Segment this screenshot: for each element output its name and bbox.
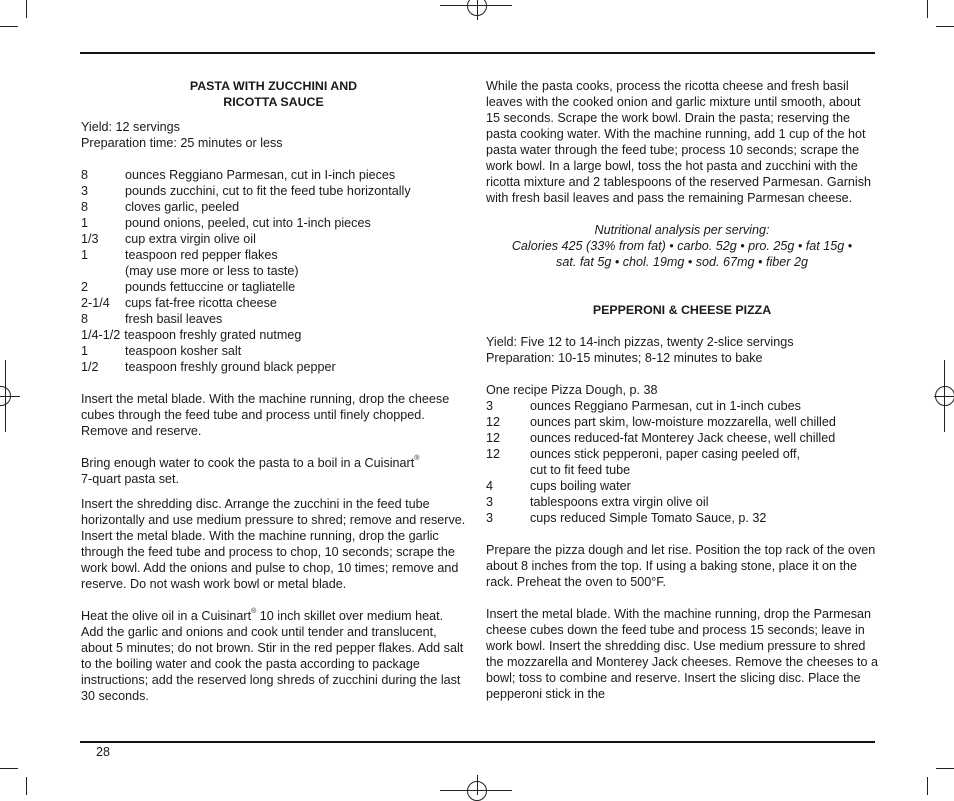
registration-line xyxy=(440,5,512,6)
ingredient-description: ounces reduced-fat Monterey Jack cheese, well chilled xyxy=(530,431,836,445)
ingredient-row xyxy=(81,263,466,279)
crop-mark xyxy=(936,26,954,27)
ingredient-row xyxy=(81,295,466,311)
ingredient-quantity: 3 xyxy=(81,184,89,198)
crop-mark xyxy=(936,768,954,769)
nutrition-heading: Nutritional analysis per serving: xyxy=(594,223,770,237)
ingredient-row xyxy=(81,199,466,215)
footer-rule xyxy=(80,741,875,743)
ingredient-row xyxy=(81,327,466,343)
ingredient-quantity: 3 xyxy=(486,399,494,413)
ingredient-quantity: 1 xyxy=(81,344,89,358)
left-column xyxy=(81,78,466,704)
instruction-text: 7-quart pasta set. xyxy=(81,472,180,486)
ingredient-row xyxy=(81,343,466,359)
ingredient-row xyxy=(81,167,466,183)
ingredient-quantity: 12 xyxy=(486,447,501,461)
ingredient-list xyxy=(486,398,878,526)
ingredient-row xyxy=(81,183,466,199)
recipe-title-line: RICOTTA SAUCE xyxy=(223,95,324,109)
ingredient-quantity: 1/4-1/2 xyxy=(81,328,121,342)
registration-line xyxy=(477,775,478,795)
recipe-title xyxy=(81,78,466,110)
instruction-paragraph xyxy=(81,455,466,487)
ingredient-description: tablespoons extra virgin olive oil xyxy=(530,495,709,509)
ingredient-description: fresh basil leaves xyxy=(125,312,223,326)
ingredient-description: cups fat-free ricotta cheese xyxy=(125,296,277,310)
ingredient-row xyxy=(486,494,878,510)
ingredient-quantity: 2 xyxy=(81,280,89,294)
ingredient-row xyxy=(486,462,878,478)
ingredient-row xyxy=(486,478,878,494)
ingredient-description: pound onions, peeled, cut into 1-inch pieces xyxy=(125,216,371,230)
crop-mark xyxy=(26,0,27,18)
recipe-title-line: PASTA WITH ZUCCHINI AND xyxy=(189,79,358,93)
registration-line xyxy=(477,0,478,20)
ingredient-quantity xyxy=(81,263,125,279)
ingredient-row xyxy=(81,311,466,327)
ingredient-description: ounces stick pepperoni, paper casing peeled off, xyxy=(530,447,801,461)
ingredient-row xyxy=(486,446,878,462)
page-number: 28 xyxy=(96,745,111,759)
crop-mark xyxy=(0,768,18,769)
instruction-paragraph: While the pasta cooks, process the ricotta cheese and fresh basil leaves with the cooked onion and garlic mixture until smooth, about 15 seconds. Scrape the work bowl. Drain the pasta; reserving the pasta cooking water. With the machine running, add 1 cup of the hot pasta water through the feed tube; process 10 seconds; scrape the work bowl. In a large bowl, toss the hot pasta and zucchini with the ricotta mixture and 2 tablespoons of the reserved Parmesan. Garnish with fresh basil leaves and pass the remaining Parmesan cheese. xyxy=(486,79,872,205)
instruction-text: Heat the olive oil in a Cuisinart xyxy=(81,609,252,623)
ingredient-row xyxy=(486,414,878,430)
crop-mark xyxy=(26,777,27,795)
ingredient-row xyxy=(486,510,878,526)
ingredient-row xyxy=(81,215,466,231)
prep-time-text: Preparation time: 25 minutes or less xyxy=(81,136,283,150)
dough-line: One recipe Pizza Dough, p. 38 xyxy=(486,383,658,397)
registration-line xyxy=(944,360,945,432)
registered-mark: ® xyxy=(414,455,420,462)
ingredient-description: teaspoon freshly ground black pepper xyxy=(125,360,336,374)
ingredient-quantity: 8 xyxy=(81,168,89,182)
nutrition-line: sat. fat 5g • chol. 19mg • sod. 67mg • fiber 2g xyxy=(556,255,808,269)
instruction-text: 10 inch skillet over medium heat. Add the garlic and onions and cook until tender and translucent, about 5 minutes; do not brown. Stir in the red pepper flakes. Add salt to the boiling water and cook the pasta according to package instructions; add the reserved long shreds of zucchini during the last 30 seconds. xyxy=(81,609,464,703)
registration-line xyxy=(0,396,20,397)
crop-mark xyxy=(927,0,928,18)
ingredient-description: cloves garlic, peeled xyxy=(125,200,240,214)
registration-line xyxy=(440,790,512,791)
ingredient-quantity: 4 xyxy=(486,479,494,493)
ingredient-row xyxy=(486,430,878,446)
recipe-title: PEPPERONI & CHEESE PIZZA xyxy=(592,303,772,317)
instruction-paragraph: Prepare the pizza dough and let rise. Position the top rack of the oven about 8 inches from the top. If using a baking stone, place it on the rack. Preheat the oven to 500°F. xyxy=(486,543,876,589)
ingredient-description: ounces Reggiano Parmesan, cut in 1-inch cubes xyxy=(530,399,801,413)
ingredient-description: cups boiling water xyxy=(530,479,631,493)
instruction-text: Bring enough water to cook the pasta to a boil in a Cuisinart xyxy=(81,456,415,470)
ingredient-description: teaspoon kosher salt xyxy=(125,344,242,358)
ingredient-row xyxy=(81,279,466,295)
registered-mark: ® xyxy=(251,608,257,615)
nutrition-analysis xyxy=(486,222,878,270)
ingredient-quantity: 1 xyxy=(81,216,89,230)
prep-time-text: Preparation: 10-15 minutes; 8-12 minutes to bake xyxy=(486,351,763,365)
ingredient-quantity xyxy=(486,462,530,478)
header-rule xyxy=(80,52,875,54)
ingredient-row xyxy=(486,398,878,414)
instruction-paragraph: Insert the shredding disc. Arrange the zucchini in the feed tube horizontally and use medium pressure to shred; remove and reserve. Insert the metal blade. With the machine running, drop the garlic through the feed tube and process to chop, 10 seconds; scrape the work bowl. Add the onions and pulse to chop, 10 times; remove and reserve. Do not wash work bowl or metal blade. xyxy=(81,497,466,591)
instruction-paragraph: Insert the metal blade. With the machine running, drop the Parmesan cheese cubes down the feed tube and process 15 seconds; leave in work bowl. Insert the shredding disc. Use medium pressure to shred the mozzarella and Monterey Jack cheeses. Remove the cheeses to a bowl; toss to combine and reserve. Insert the slicing disc. Place the pepperoni stick in the xyxy=(486,607,879,701)
ingredient-description: ounces part skim, low-moisture mozzarella, well chilled xyxy=(530,415,836,429)
registration-line xyxy=(5,360,6,432)
crop-mark xyxy=(927,777,928,795)
ingredient-description: teaspoon red pepper flakes xyxy=(125,248,278,262)
ingredient-quantity: 1/3 xyxy=(81,232,99,246)
instruction-paragraph: Insert the metal blade. With the machine running, drop the cheese cubes through the feed tube and process until finely chopped. Remove and reserve. xyxy=(81,392,450,438)
ingredient-row xyxy=(81,231,466,247)
ingredient-description: pounds zucchini, cut to fit the feed tube horizontally xyxy=(125,184,411,198)
ingredient-quantity: 1/2 xyxy=(81,360,99,374)
ingredient-quantity: 12 xyxy=(486,415,501,429)
ingredient-quantity: 1 xyxy=(81,248,89,262)
ingredient-list xyxy=(81,167,466,375)
ingredient-row xyxy=(81,247,466,263)
ingredient-quantity: 2-1/4 xyxy=(81,296,110,310)
ingredient-description: cup extra virgin olive oil xyxy=(125,232,256,246)
right-column xyxy=(486,78,878,702)
ingredient-quantity: 3 xyxy=(486,511,494,525)
crop-mark xyxy=(0,26,18,27)
ingredient-description: cut to fit feed tube xyxy=(530,463,631,477)
ingredient-row xyxy=(81,359,466,375)
ingredient-quantity: 3 xyxy=(486,495,494,509)
ingredient-description: teaspoon freshly grated nutmeg xyxy=(124,328,302,342)
ingredient-quantity: 8 xyxy=(81,312,89,326)
ingredient-description: (may use more or less to taste) xyxy=(125,264,299,278)
ingredient-quantity: 8 xyxy=(81,200,89,214)
ingredient-description: cups reduced Simple Tomato Sauce, p. 32 xyxy=(530,511,767,525)
ingredient-description: ounces Reggiano Parmesan, cut in I-inch pieces xyxy=(125,168,396,182)
yield-text: Yield: 12 servings xyxy=(81,120,180,134)
instruction-paragraph xyxy=(81,608,466,704)
yield-text: Yield: Five 12 to 14-inch pizzas, twenty 2-slice servings xyxy=(486,335,794,349)
nutrition-line: Calories 425 (33% from fat) • carbo. 52g • pro. 25g • fat 15g • xyxy=(511,239,853,253)
ingredient-description: pounds fettuccine or tagliatelle xyxy=(125,280,296,294)
ingredient-quantity: 12 xyxy=(486,431,501,445)
